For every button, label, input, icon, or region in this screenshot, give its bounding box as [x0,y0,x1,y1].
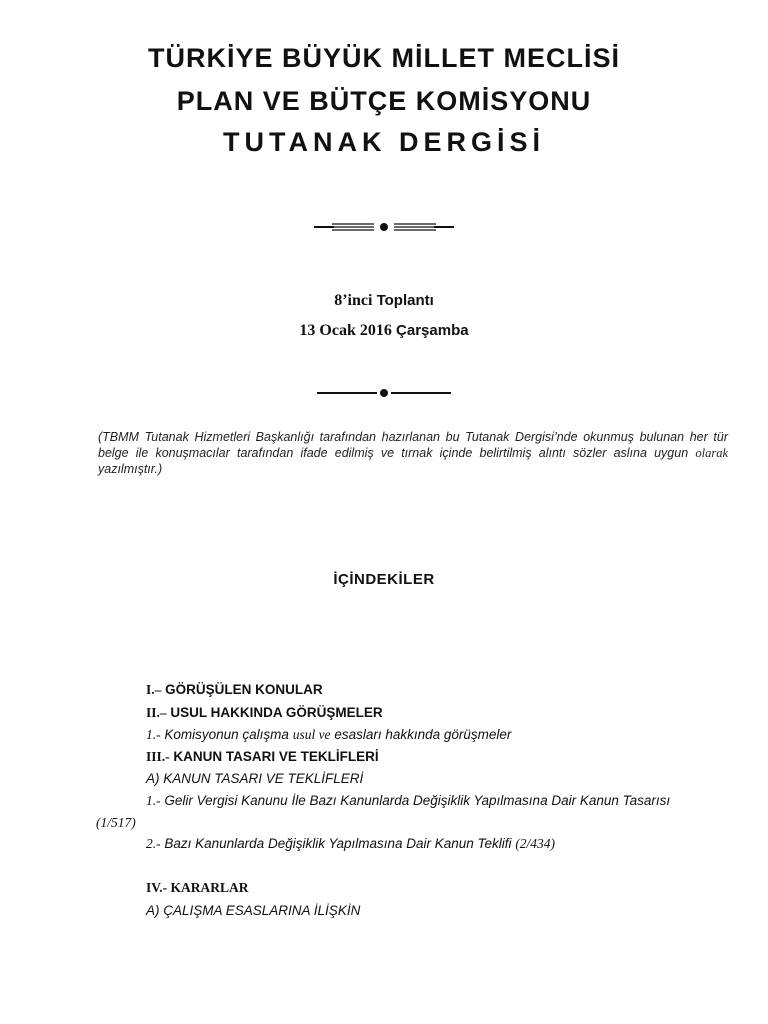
toc-item [146,681,323,698]
toc-item-number: 1.- [146,793,161,808]
toc-item [146,835,555,852]
toc-item [146,704,383,721]
meeting-date-value: 13 Ocak 2016 [299,322,392,339]
title-parliament: TÜRKİYE BÜYÜK MİLLET MECLİSİ [148,43,620,73]
toc-item-text: KARARLAR [167,880,249,895]
toc-item-number: 1.- [146,727,161,742]
meeting-label: Toplantı [376,292,434,309]
toc-item [146,748,379,765]
toc-item [146,726,511,743]
toc-item-text: Gelir Vergisi Kanunu İle Bazı Kanunlarda Değişiklik Yapılmasına Dair Kanun Tasarısı [160,793,671,808]
transcript-note [98,429,728,477]
toc-item [146,902,360,919]
toc-item-number: IV.- [146,880,168,895]
title-journal: TUTANAK DERGİSİ [223,127,545,157]
toc-item-text: Komisyonun çalışma [160,727,293,742]
divider-dot-icon [317,385,451,401]
toc-item-text: Bazı Kanunlarda Değişiklik Yapılmasına Dair Kanun Teklifi [160,836,516,851]
toc-item [146,792,728,809]
divider-ornament-icon [314,219,454,235]
toc-item [146,770,363,787]
meeting-date [0,322,768,340]
meeting-weekday: Çarşamba [396,322,469,339]
toc-item-ref [96,814,136,831]
toc-item-text-serif: usul ve [292,727,331,742]
toc-item-text: A) KANUN TASARI VE TEKLİFLERİ [146,771,364,786]
ornament-divider-top [0,219,768,235]
toc-item-text: A) ÇALIŞMA ESASLARINA İLİŞKİN [146,903,361,918]
note-end: yazılmıştır.) [98,462,163,476]
toc-item-text: GÖRÜŞÜLEN KONULAR [161,682,323,697]
toc-item-number: I.– [146,682,162,697]
toc-item-number: II.– [146,705,167,720]
title-commission: PLAN VE BÜTÇE KOMİSYONU [176,86,592,116]
note-olarak: olarak [695,446,728,460]
toc-item-text-end: esasları hakkında görüşmeler [330,727,512,742]
toc-item-text: USUL HAKKINDA GÖRÜŞMELER [166,705,383,720]
toc-item-reference: (2/434) [515,836,556,851]
meeting-ordinal: 8’inci [334,292,373,309]
toc-item-reference: (1/517) [96,815,136,830]
meeting-number [0,292,768,310]
toc-item-number: 2.- [146,836,161,851]
toc-heading: İÇİNDEKİLER [333,571,435,588]
toc-item-text: KANUN TASARI VE TEKLİFLERİ [169,749,379,764]
note-text: (TBMM Tutanak Hizmetleri Başkanlığı tarafından hazırlanan bu Tutanak Dergisi’nde okunmuş bulunan her tür belge ile konuşmacılar tarafından ifade edilmiş ve tırnak içinde belirtilmiş alıntı sözler aslına uygun [98,430,728,460]
toc-item [146,879,249,896]
ornament-divider-bottom [0,385,768,401]
toc-item-number: III.- [146,749,170,764]
